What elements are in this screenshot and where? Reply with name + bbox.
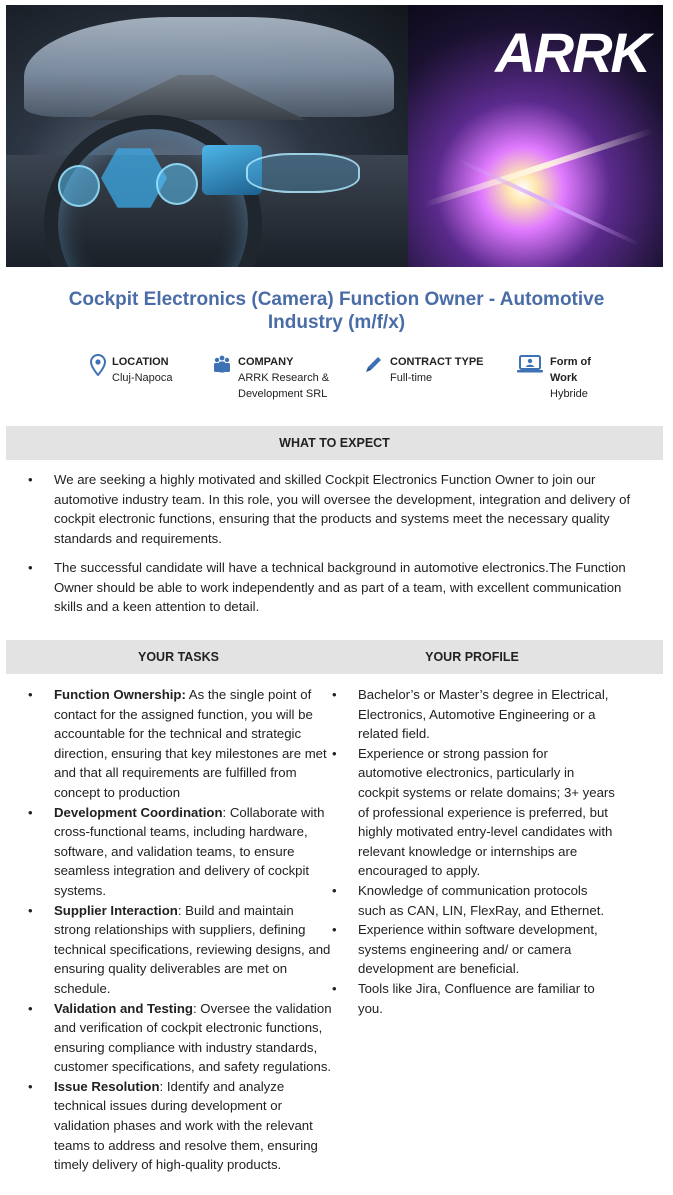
location-pin-icon [90,354,106,376]
job-title: Cockpit Electronics (Camera) Function Owner - Automotive Industry (m/f/x) [68,289,605,333]
info-value: Hybride [550,388,588,400]
info-form-of-work [516,354,598,402]
section-header-tasks-profile [6,640,663,674]
list-item [26,1077,332,1175]
info-label: Form of Work [550,356,591,384]
info-location [90,354,173,386]
info-value: Cluj-Napoca [112,372,173,384]
info-label: COMPANY [238,356,294,368]
expect-list [26,470,646,627]
arrk-logo: ARRK [495,21,649,84]
tasks-list [26,685,332,1175]
info-value: Full-time [390,372,433,384]
list-item: • We are seeking a highly motivated and skilled Cockpit Electronics Function Owner to join our automotive industry team. In this role, you will oversee the development, integration and delivery of cockpit electronic functions, ensuring that the products and systems meet the necessary quality standards and requirements. [26,470,646,548]
pen-icon [364,354,384,374]
list-item: • Bachelor’s or Master’s degree in Electrical, Electronics, Automotive Engineering or a related field. [330,685,616,744]
remote-work-icon [516,354,544,374]
list-item: • Knowledge of communication protocols such as CAN, LIN, FlexRay, and Ethernet. [330,881,616,920]
list-item [26,685,332,803]
task-title: Development Coordination [54,804,223,820]
task-title: Issue Resolution [54,1078,160,1094]
task-text: : Oversee the validation and verification of cockpit electronic functions, ensuring compliance with industry standards, customer specifications, and safety regulations. [54,1000,332,1075]
cockpit-photo [6,5,408,267]
list-item: • Experience within software development, systems engineering and/ or camera development are beneficial. [330,920,616,979]
list-item [26,803,332,901]
task-text: As the single point of contact for the assigned function, you will be accountable for the technical and strategic direction, ensuring that key milestones are met and that all requirements are fulfilled from concept to production [54,687,327,800]
company-people-icon [212,354,232,374]
header-banner [6,5,663,267]
task-title: Supplier Interaction [54,902,178,918]
info-company [212,354,338,402]
profile-list [330,685,616,1018]
info-value: ARRK Research & Development SRL [238,372,330,400]
task-text: : Identify and analyze technical issues during development or validation phases and work with the relevant teams to address and resolve them, ensuring timely delivery of high-quality products. [54,1078,318,1173]
task-text: : Build and maintain strong relationships with suppliers, defining technical specifications, reviewing designs, and ensuring quality deliverables are met on schedule. [54,902,331,996]
info-label: CONTRACT TYPE [390,356,484,368]
list-item: • Experience or strong passion for automotive electronics, particularly in cockpit systems or relate domains; 3+ years of professional experience is preferred, but highly motivated entry-level candidates with relevant knowledge or internships are encouraged to apply. [330,744,616,881]
list-item: • Tools like Jira, Confluence are familiar to you. [330,979,616,1018]
headlight-photo [408,5,663,267]
section-heading-tasks: YOUR TASKS [137,650,220,664]
task-text: : Collaborate with cross-functional teams, including hardware, software, and validation teams, to ensure seamless integration and delivery of cockpit systems. [54,804,325,898]
task-title: Validation and Testing [54,1000,193,1016]
info-label: LOCATION [112,356,169,368]
list-item: • The successful candidate will have a technical background in automotive electronics.The Function Owner should be able to work independently and as part of a team, with excellent communication skills and a keen attention to detail. [26,558,646,617]
section-heading-profile: YOUR PROFILE [425,650,519,664]
section-heading: WHAT TO EXPECT [279,436,390,450]
section-header-what-to-expect [6,426,663,460]
list-item [26,999,332,1077]
info-contract [364,354,484,386]
list-item [26,901,332,999]
task-title: Function Ownership: [54,687,186,702]
